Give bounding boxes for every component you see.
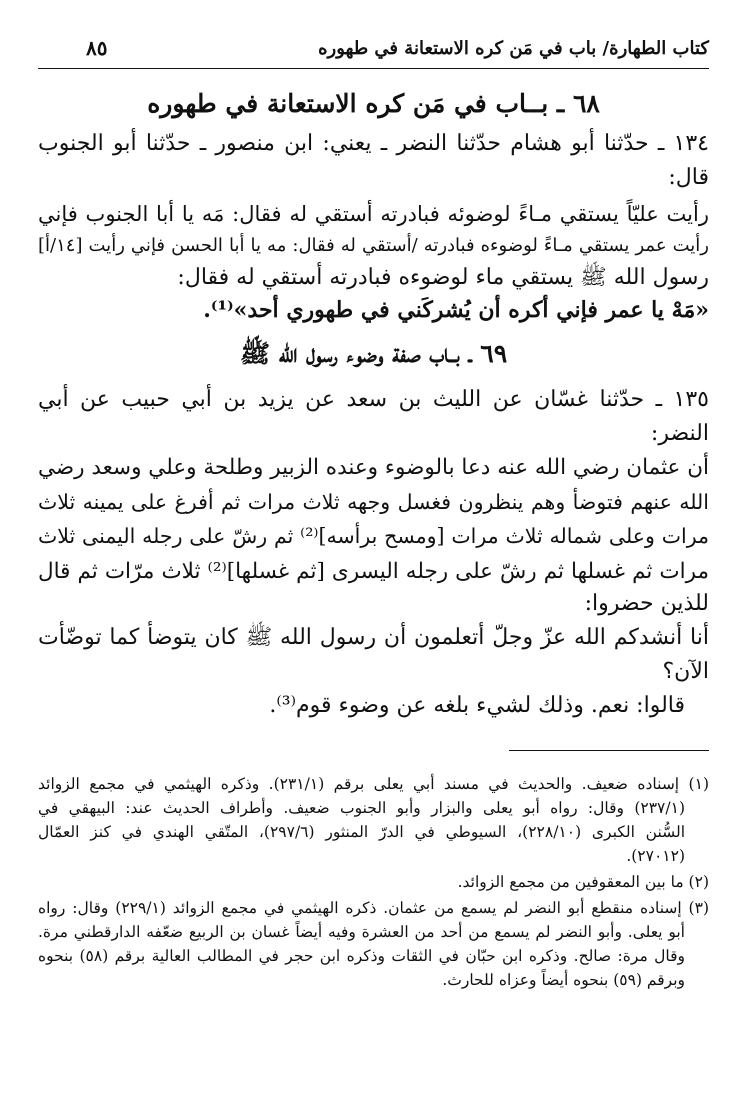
footnote-line: وقال مرة: صالح. وذكره ابن حبّان في الثقات وذكره ابن حجر في المطالب العالية برقم (٥٨) بنحوه (38, 947, 685, 965)
text-line: رسول الله ﷺ يستقي ماء لوضوءه فبادرته أستقي له فقال: (177, 265, 709, 290)
page-header (38, 24, 709, 64)
text-line: الله عنهم فتوضأ وهم ينظرون فغسل وجهه ثلاث مرات ثم أفرغ على يمينه ثلاث (38, 490, 709, 514)
hadith-134-isnad: ١٣٤ ـ حدّثنا أبو هشام حدّثنا النضر ـ يعني: ابن منصور ـ حدّثنا أبو الجنوب (38, 131, 709, 156)
footnote-line: (٢) ما بين المعقوفين من مجمع الزوائد. (457, 873, 709, 891)
text-line: قال: (668, 165, 709, 190)
text-line: للذين حضروا: (584, 591, 709, 616)
chapter-heading-69: ٦٩ ـ بــاب صفة وضوء رسول الله ﷺ (239, 339, 508, 368)
text-line: رأيت عليّاً يستقي مـاءً لوضوئه فبادرته أستقي له فقال: مَه يا أبا الجنوب فإني (38, 202, 709, 226)
footnote-line: السُّنن الكبرى (٢٢٨/١٠)، السيوطي في الدرّ المنثور (٢٩٧/٦)، المتّقي الهندي في كنز العمّال (38, 823, 686, 841)
footnote-line: أبو يعلى. وأبو النضر لم يسمع من أحد من العشرة وفيه أيضاً غسان بن الربيع ضعّفه الدارقطني مرة. (38, 923, 685, 941)
text-line: النضر: (650, 421, 709, 446)
text-line: الآن؟ (662, 659, 709, 684)
text-line: أن عثمان رضي الله عنه دعا بالوضوء وعنده الزبير وطلحة وعلي وسعد رضي (38, 455, 709, 480)
text-line: مرات ثم غسلها ثم رشّ على رجله اليسرى [ثم غسلها]⁽²⁾ ثلاث مرّات ثم قال (38, 559, 710, 584)
text-line: رأيت عمر يستقي مـاءً لوضوءه فبادرته /أستقي له فقال: مه يا أبا الحسن فإني رأيت [١٤/أ] (38, 235, 709, 256)
header-rule (38, 68, 709, 69)
page-number: ٨٥ (86, 36, 108, 60)
footnote-line: (٢٧٠١٢). (626, 847, 685, 865)
footnote-line: (١) إسناده ضعيف. والحديث في مسند أبي يعلى برقم (٢٣١/١). وذكره الهيثمي في مجمع الزوائد (38, 775, 709, 793)
text-line: مرات وعلى شماله ثلاث مرات [ومسح برأسه]⁽²⁾ ثم رشّ على رجله اليمنى ثلاث (38, 524, 709, 548)
hadith-135-isnad: ١٣٥ ـ حدّثنا غسّان عن الليث بن سعد عن يزيد بن أبي حبيب عن أبي (38, 387, 709, 412)
text-line: أنا أنشدكم الله عزّ وجلّ أتعلمون أن رسول الله ﷺ كان يتوضأ كما توضّأت (38, 625, 709, 650)
running-title: كتاب الطهارة/ باب في مَن كره الاستعانة في طهوره (318, 38, 709, 59)
text-line: قالوا: نعم. وذلك لشيء بلغه عن وضوء قوم⁽³⁾. (269, 693, 685, 718)
footnote-line: (٢٣٧/١) وقال: رواه أبو يعلى والبزار وأبو الجنوب ضعيف. وأطراف الحديث عند: البيهقي في (38, 799, 685, 817)
footnote-line: (٣) إسناده منقطع أبو النضر لم يسمع من عثمان. ذكره الهيثمي في مجمع الزوائد (٢٢٩/١) وقال: رواه (38, 899, 709, 917)
chapter-heading-68: ٦٨ ـ بــاب في مَن كره الاستعانة في طهوره (147, 89, 600, 118)
footnote-rule (509, 750, 709, 751)
hadith-quote: «مَهْ يا عمر فإني أكره أن يُشركَني في طهوري أحد»⁽¹⁾. (203, 297, 709, 323)
footnote-line: وبرقم (٥٩) بنحوه أيضاً وعزاه للحارث. (442, 971, 685, 989)
